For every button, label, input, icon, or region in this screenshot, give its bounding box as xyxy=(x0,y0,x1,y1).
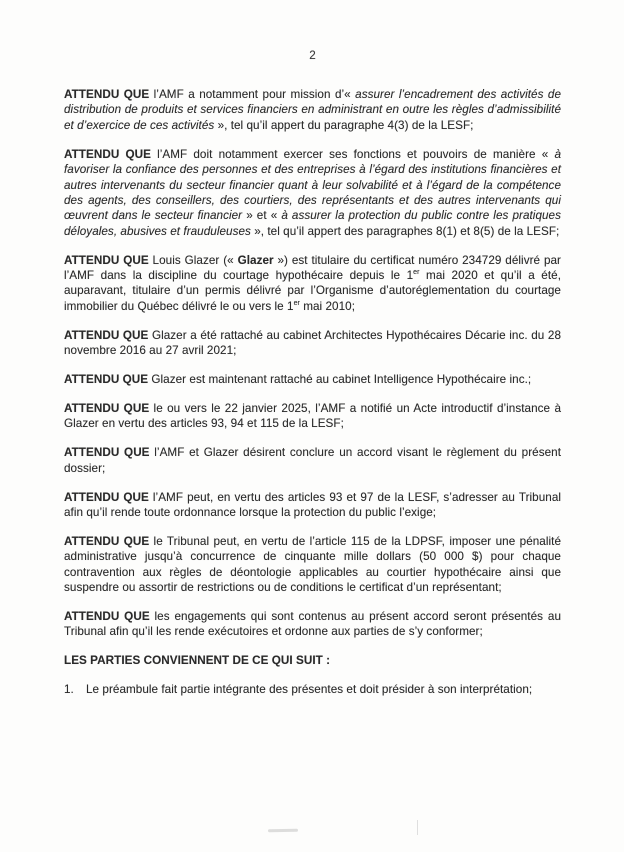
body-text: Le préambule fait partie intégrante des présentes et doit présider à son interprétation; xyxy=(86,683,533,697)
bold-text: ATTENDU QUE xyxy=(64,253,149,267)
document-body xyxy=(64,87,561,698)
body-text: le ou vers le 22 janvier 2025, l’AMF a notifié un Acte introductif d’instance à Glazer en vertu des articles 93, 94 et 115 de la LESF; xyxy=(64,402,562,431)
bold-text: ATTENDU QUE xyxy=(64,328,149,342)
body-text: mai 2020 et qu’il a été, auparavant, titulaire d’un permis délivré par l’Organisme d’autoréglementation du courtage immobilier du Québec délivré le ou vers le 1 xyxy=(64,269,561,313)
list-item-text xyxy=(86,682,561,697)
recital-paragraph xyxy=(64,253,561,315)
bold-text: ATTENDU QUE xyxy=(64,147,151,161)
list-item xyxy=(64,682,561,697)
body-text: l’AMF doit notamment exercer ses fonctions et pouvoirs de manière « xyxy=(150,147,555,161)
bold-text: ATTENDU QUE xyxy=(64,402,150,415)
body-text: Glazer est maintenant rattaché au cabinet Intelligence Hypothécaire inc.; xyxy=(148,373,532,387)
recital-paragraph xyxy=(64,609,561,640)
italic-text: assurer l’encadrement des activités de distribution de produits et services financiers en administrant en outre les règles d’admissibilité et d’exercice de ces activités xyxy=(64,88,562,132)
superscript-text: er xyxy=(413,269,420,277)
body-text: », tel qu’il appert du paragraphe 4(3) de la LESF; xyxy=(214,118,474,132)
bold-text: ATTENDU QUE xyxy=(64,490,149,504)
recital-paragraph xyxy=(64,328,561,359)
body-text: le Tribunal peut, en vertu de l’article 115 de la LDPSF, imposer une pénalité administrative jusqu’à concurrence de cinquante mille dollars (50 000 $) pour chaque contravention aux règles de déontologie applicables au courtier hypothécaire ainsi que suspendre ou assortir de restrictions ou de conditions le certificat d’un représentant; xyxy=(64,534,561,595)
section-heading xyxy=(64,653,561,668)
recital-paragraph xyxy=(64,87,561,133)
recital-paragraph xyxy=(64,534,561,596)
recital-paragraph xyxy=(64,147,561,239)
recital-paragraph xyxy=(64,372,561,387)
body-text: Glazer a été rattaché au cabinet Architectes Hypothécaires Décarie inc. du 28 novembre 2016 au 27 avril 2021; xyxy=(64,328,561,358)
bold-text: LES PARTIES CONVIENNENT DE CE QUI SUIT : xyxy=(64,654,331,668)
body-text: l’AMF et Glazer désirent conclure un accord visant le règlement du présent dossier; xyxy=(64,446,562,475)
superscript-text: er xyxy=(293,299,300,307)
page-number: 2 xyxy=(309,49,316,62)
body-text: les engagements qui sont contenus au présent accord seront présentés au Tribunal afin qu’il les rende exécutoires et ordonne aux parties de s’y conformer; xyxy=(64,610,561,639)
italic-text: à assurer la protection du public contre les pratiques déloyales, abusives et frauduleuses xyxy=(64,209,561,238)
recital-paragraph xyxy=(64,490,561,521)
body-text: Louis Glazer (« xyxy=(148,253,238,267)
scan-artifact xyxy=(417,820,418,835)
bold-text: ATTENDU QUE xyxy=(64,88,150,101)
bold-text: ATTENDU QUE xyxy=(64,610,150,624)
body-text: l’AMF peut, en vertu des articles 93 et 97 de la LESF, s’adresser au Tribunal afin qu’il rende toute ordonnance lorsque la protection du public l’exige; xyxy=(64,490,562,520)
bold-text: ATTENDU QUE xyxy=(64,373,149,387)
body-text: ») est titulaire du certificat numéro 234729 délivré par l’AMF dans la discipline du courtage hypothécaire depuis le 1 xyxy=(64,253,561,283)
document-content xyxy=(64,48,561,711)
body-text: », tel qu’il appert des paragraphes 8(1) et 8(5) de la LESF; xyxy=(250,224,560,238)
body-text: l’AMF a notamment pour mission d’« xyxy=(149,88,356,101)
recital-paragraph xyxy=(64,445,561,476)
italic-text: à favoriser la confiance des personnes et des entreprises à l’égard des institutions financières et autres intervenants du secteur financier quant à leur solvabilité et à l’égard de la compétence des agents, des conseillers, des courtiers, des représentants et des autres intervenants qui œuvrent dans le secteur financier xyxy=(64,147,561,223)
bold-text: Glazer xyxy=(237,253,274,267)
bold-text: ATTENDU QUE xyxy=(64,534,150,548)
body-text: » et « xyxy=(242,209,282,223)
body-text: mai 2010; xyxy=(299,299,355,313)
bold-text: ATTENDU QUE xyxy=(64,446,150,460)
recital-paragraph xyxy=(64,401,561,432)
list-item-number: 1. xyxy=(64,683,74,697)
scan-artifact xyxy=(268,829,298,833)
